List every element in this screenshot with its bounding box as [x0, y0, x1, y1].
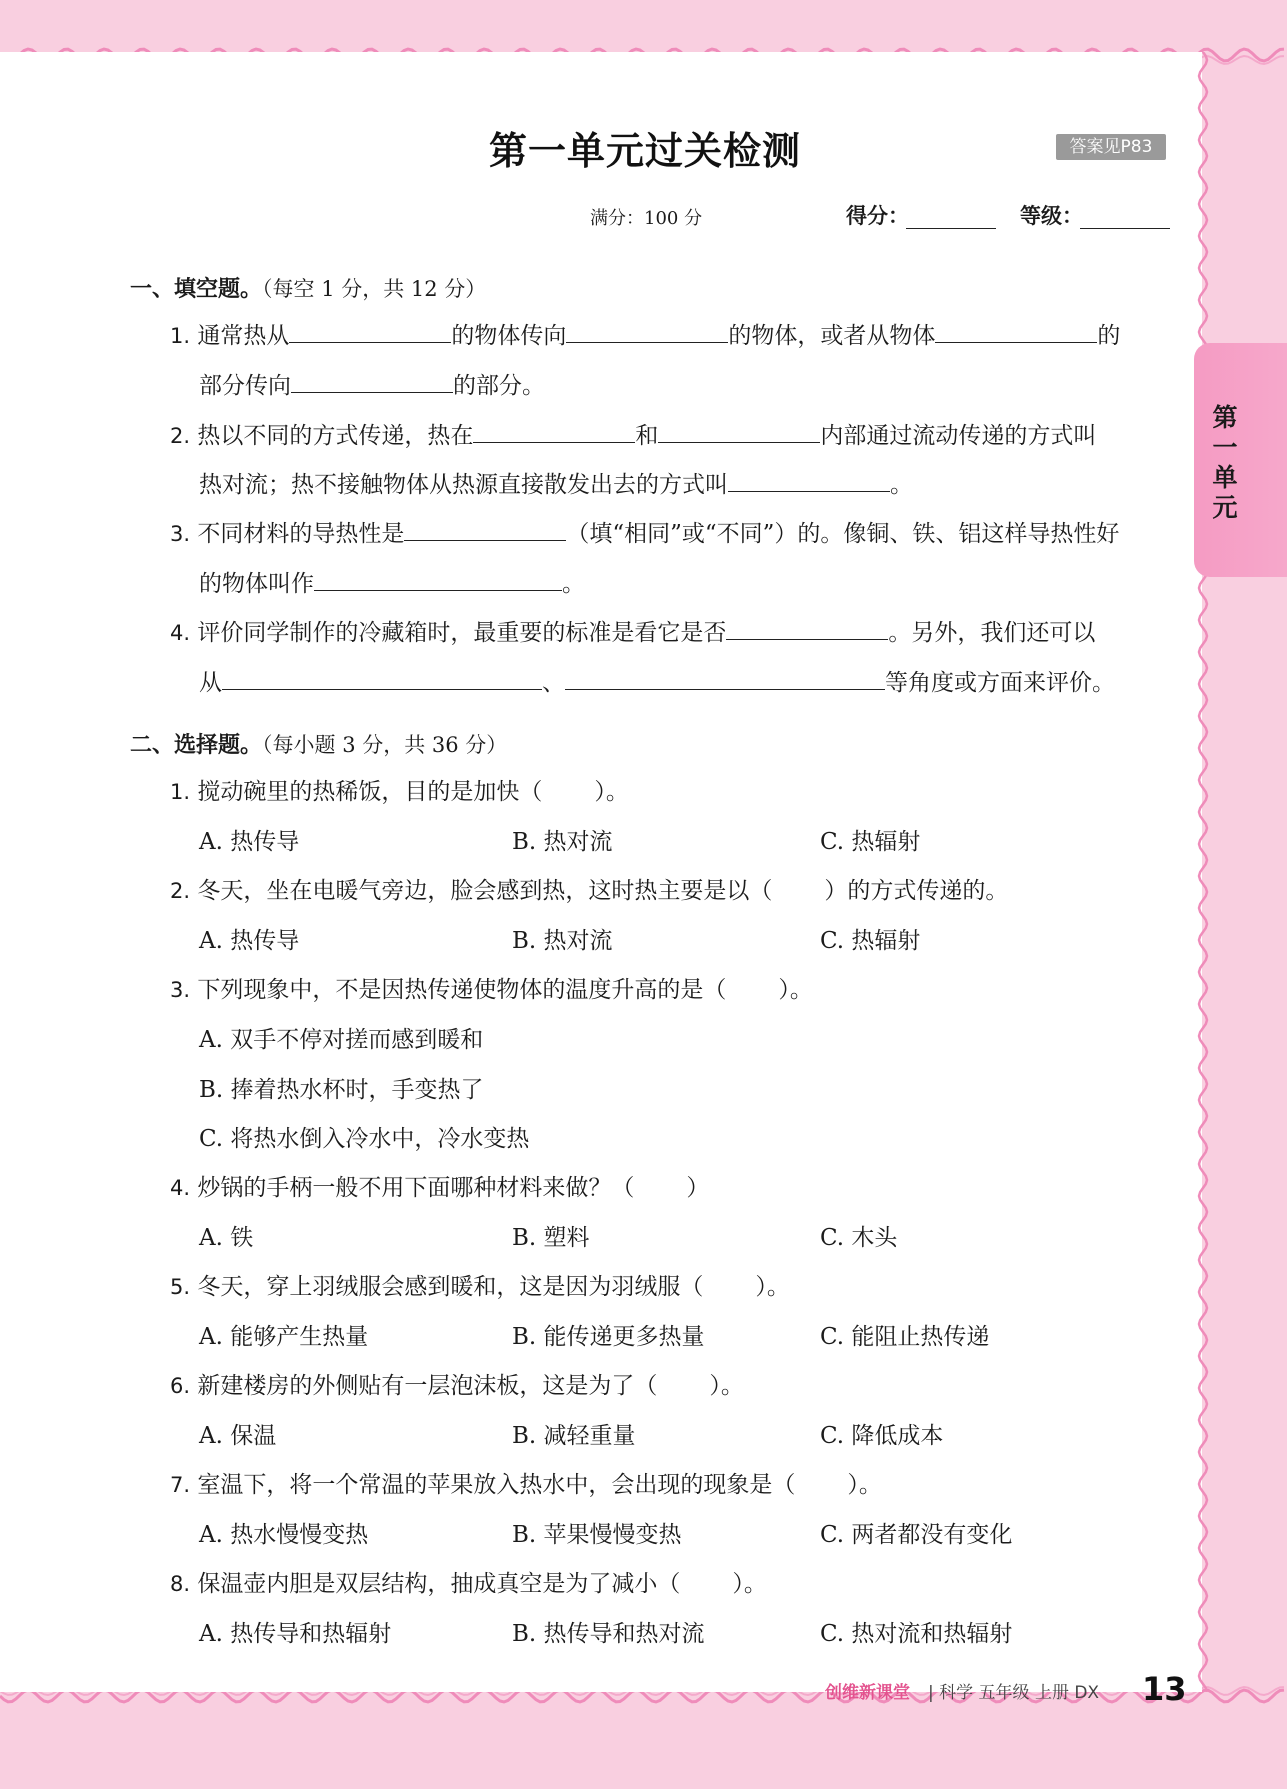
option-a[interactable]: A. 双手不停对搓而感到暖和 — [199, 1027, 484, 1053]
fill-q4-cont: 从 、 等角度或方面来评价。 — [199, 667, 1115, 698]
choice-q1: 1. 搅动碗里的热稀饭，目的是加快（ ）。 — [170, 779, 629, 805]
option-c[interactable]: C. 热辐射 — [820, 829, 921, 855]
choice-q6: 6. 新建楼房的外侧贴有一层泡沫板，这是为了（ ）。 — [170, 1373, 744, 1399]
option-c[interactable]: C. 木头 — [820, 1225, 898, 1251]
right-wave-border — [1196, 52, 1210, 1692]
option-a[interactable]: A. 热传导和热辐射 — [199, 1621, 392, 1647]
section2-heading: 二、选择题。（每小题 3 分，共 36 分） — [130, 733, 508, 758]
option-a[interactable]: A. 热传导 — [199, 829, 300, 855]
option-b[interactable]: B. 减轻重量 — [512, 1423, 636, 1449]
choice-q7: 7. 室温下，将一个常温的苹果放入热水中，会出现的现象是（ ）。 — [170, 1472, 882, 1498]
option-b[interactable]: B. 塑料 — [512, 1225, 590, 1251]
option-a[interactable]: A. 热传导 — [199, 928, 300, 954]
answer-reference-badge: 答案见P83 — [1056, 134, 1166, 160]
course-info: | 科学 五年级 上册 DX — [928, 1683, 1100, 1703]
blank[interactable] — [314, 568, 562, 591]
blank[interactable] — [222, 667, 542, 690]
blank[interactable] — [566, 320, 728, 343]
option-c[interactable]: C. 热辐射 — [820, 928, 921, 954]
option-a[interactable]: A. 保温 — [199, 1423, 277, 1449]
grade-blank[interactable] — [1080, 228, 1170, 229]
option-b[interactable]: B. 热传导和热对流 — [512, 1621, 705, 1647]
page-footer — [820, 1670, 1220, 1708]
choice-q5: 5. 冬天，穿上羽绒服会感到暖和，这是因为羽绒服（ ）。 — [170, 1274, 790, 1300]
blank[interactable] — [728, 469, 890, 492]
blank[interactable] — [658, 420, 820, 443]
option-b[interactable]: B. 能传递更多热量 — [512, 1324, 705, 1350]
choice-q4: 4. 炒锅的手柄一般不用下面哪种材料来做？（ ） — [170, 1175, 710, 1201]
blank[interactable] — [935, 320, 1097, 343]
option-b[interactable]: B. 苹果慢慢变热 — [512, 1522, 682, 1548]
option-c[interactable]: C. 将热水倒入冷水中，冷水变热 — [199, 1126, 530, 1152]
score-label: 得分： — [846, 204, 909, 228]
option-b[interactable]: B. 捧着热水杯时，手变热了 — [199, 1077, 484, 1103]
section1-heading: 一、填空题。（每空 1 分，共 12 分） — [130, 277, 487, 302]
brand-name: 创维新课堂 — [825, 1683, 910, 1703]
fill-q2: 2. 热以不同的方式传递，热在 和 内部通过流动传递的方式叫 — [170, 420, 1096, 451]
blank[interactable] — [473, 420, 635, 443]
page-number: 13 — [1142, 1670, 1187, 1708]
choice-q2: 2. 冬天，坐在电暖气旁边，脸会感到热，这时热主要是以（ ）的方式传递的。 — [170, 878, 1009, 904]
unit-side-tab-label: 第 一 单 元 — [1212, 403, 1238, 522]
grade-label: 等级： — [1020, 204, 1083, 228]
option-b[interactable]: B. 热对流 — [512, 829, 613, 855]
option-a[interactable]: A. 热水慢慢变热 — [199, 1522, 369, 1548]
fill-q1: 1. 通常热从 的物体传向 的物体，或者从物体 的 — [170, 320, 1120, 351]
blank[interactable] — [726, 617, 888, 640]
option-a[interactable]: A. 铁 — [199, 1225, 254, 1251]
option-c[interactable]: C. 两者都没有变化 — [820, 1522, 1013, 1548]
choice-q8: 8. 保温壶内胆是双层结构，抽成真空是为了减小（ ）。 — [170, 1571, 767, 1597]
score-blank[interactable] — [906, 228, 996, 229]
full-score-text: 满分：100 分 — [590, 208, 703, 229]
option-a[interactable]: A. 能够产生热量 — [199, 1324, 369, 1350]
fill-q3-cont: 的物体叫作 。 — [199, 568, 585, 599]
option-c[interactable]: C. 降低成本 — [820, 1423, 944, 1449]
fill-q4: 4. 评价同学制作的冷藏箱时，最重要的标准是看它是否 。另外，我们还可以 — [170, 617, 1095, 648]
fill-q3: 3. 不同材料的导热性是 （填“相同”或“不同”）的。像铜、铁、铝这样导热性好 — [170, 518, 1119, 549]
blank[interactable] — [565, 667, 885, 690]
blank[interactable] — [289, 320, 451, 343]
blank[interactable] — [291, 370, 453, 393]
page-title: 第一单元过关检测 — [488, 129, 801, 173]
option-c[interactable]: C. 热对流和热辐射 — [820, 1621, 1013, 1647]
score-line — [590, 200, 1170, 230]
blank[interactable] — [404, 518, 566, 541]
option-c[interactable]: C. 能阻止热传递 — [820, 1324, 990, 1350]
choice-q3: 3. 下列现象中，不是因热传递使物体的温度升高的是（ ）。 — [170, 977, 813, 1003]
fill-q1-cont: 部分传向 的部分。 — [199, 370, 545, 401]
option-b[interactable]: B. 热对流 — [512, 928, 613, 954]
fill-q2-cont: 热对流；热不接触物体从热源直接散发出去的方式叫 。 — [199, 469, 913, 500]
